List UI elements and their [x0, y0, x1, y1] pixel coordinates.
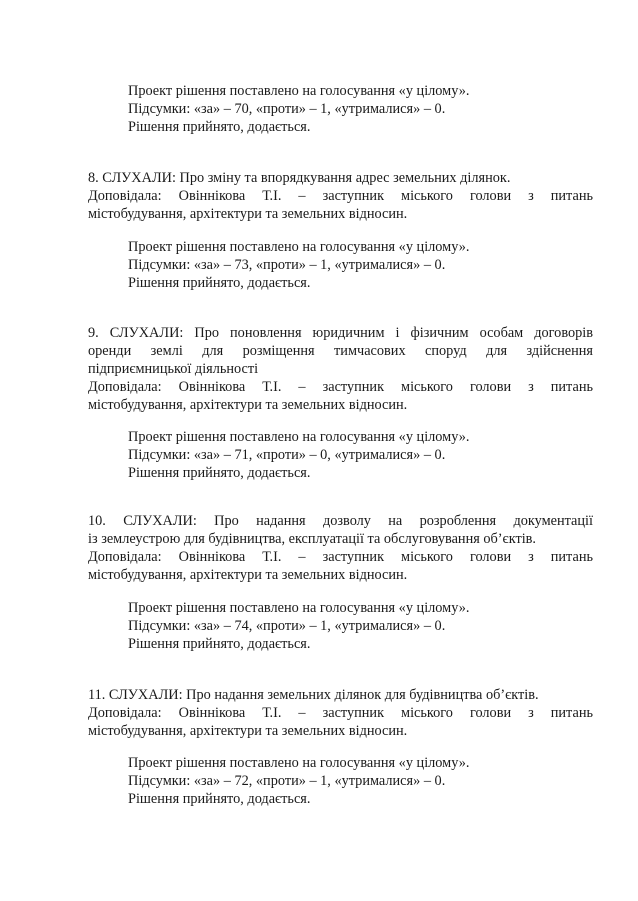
speaker-line: Доповідала: Овіннікова Т.І. – заступник міського голови з питань	[88, 549, 593, 565]
vote-block-9	[128, 428, 598, 482]
item-heading: оренди землі для розміщення тимчасових споруд для здійснення	[88, 343, 593, 359]
item-heading: 9. СЛУХАЛИ: Про поновлення юридичним і фізичним особам договорів	[88, 325, 593, 341]
vote-results-line: Підсумки: «за» – 70, «проти» – 1, «утрималися» – 0.	[128, 101, 446, 117]
vote-proposal-line: Проект рішення поставлено на голосування «у цілому».	[128, 429, 470, 445]
vote-proposal-line: Проект рішення поставлено на голосування «у цілому».	[128, 239, 470, 255]
agenda-item-11	[88, 686, 593, 740]
vote-proposal-line: Проект рішення поставлено на голосування «у цілому».	[128, 83, 470, 99]
vote-block-top	[128, 82, 598, 136]
vote-results-line: Підсумки: «за» – 74, «проти» – 1, «утрималися» – 0.	[128, 618, 446, 634]
agenda-item-8	[88, 169, 593, 223]
vote-decision-line: Рішення прийнято, додається.	[128, 119, 311, 135]
speaker-line: Доповідала: Овіннікова Т.І. – заступник міського голови з питань	[88, 188, 593, 204]
vote-decision-line: Рішення прийнято, додається.	[128, 465, 311, 481]
agenda-item-10	[88, 512, 593, 584]
speaker-line: Доповідала: Овіннікова Т.І. – заступник міського голови з питань	[88, 379, 593, 395]
vote-decision-line: Рішення прийнято, додається.	[128, 275, 311, 291]
item-heading: 10. СЛУХАЛИ: Про надання дозволу на розроблення документації	[88, 513, 593, 529]
speaker-line: містобудування, архітектури та земельних відносин.	[88, 723, 408, 739]
item-heading: 8. СЛУХАЛИ: Про зміну та впорядкування адрес земельних ділянок.	[88, 170, 511, 186]
speaker-line: містобудування, архітектури та земельних відносин.	[88, 206, 408, 222]
vote-results-line: Підсумки: «за» – 71, «проти» – 0, «утрималися» – 0.	[128, 447, 446, 463]
vote-block-11	[128, 754, 598, 808]
vote-block-8	[128, 238, 598, 292]
speaker-line: містобудування, архітектури та земельних відносин.	[88, 567, 408, 583]
agenda-item-9	[88, 324, 593, 414]
vote-decision-line: Рішення прийнято, додається.	[128, 636, 311, 652]
vote-decision-line: Рішення прийнято, додається.	[128, 791, 311, 807]
item-heading: із землеустрою для будівництва, експлуатації та обслуговування об’єктів.	[88, 531, 536, 547]
speaker-line: містобудування, архітектури та земельних відносин.	[88, 397, 408, 413]
vote-results-line: Підсумки: «за» – 72, «проти» – 1, «утрималися» – 0.	[128, 773, 446, 789]
vote-block-10	[128, 599, 598, 653]
item-heading: підприємницької діяльності	[88, 361, 259, 377]
speaker-line: Доповідала: Овіннікова Т.І. – заступник міського голови з питань	[88, 705, 593, 721]
vote-proposal-line: Проект рішення поставлено на голосування «у цілому».	[128, 755, 470, 771]
item-heading: 11. СЛУХАЛИ: Про надання земельних ділянок для будівництва об’єктів.	[88, 687, 539, 703]
vote-proposal-line: Проект рішення поставлено на голосування «у цілому».	[128, 600, 470, 616]
vote-results-line: Підсумки: «за» – 73, «проти» – 1, «утрималися» – 0.	[128, 257, 446, 273]
